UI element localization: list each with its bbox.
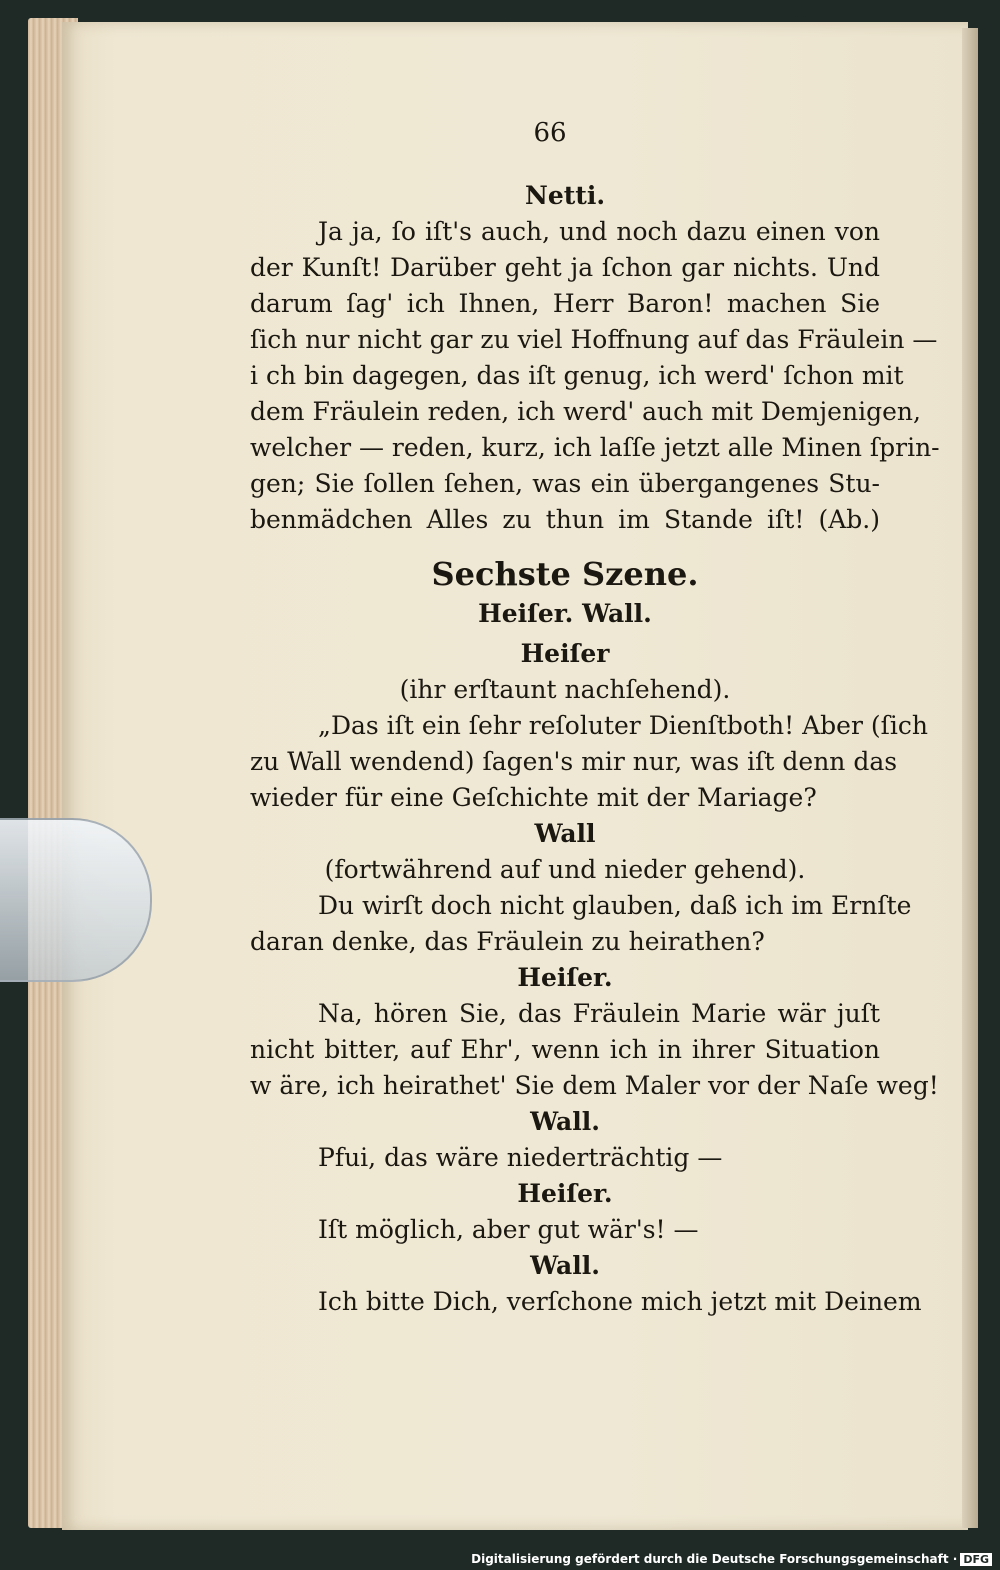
stage-direction: (ihr erſtaunt nachſehend). xyxy=(399,675,731,704)
text-line: Ja ja, ſo iſt's auch, und noch dazu einen von xyxy=(318,217,880,246)
text-line: Ich bitte Dich, verſchone mich jetzt mit Deinem xyxy=(318,1287,922,1316)
text-line: daran denke, das Fräulein zu heirathen? xyxy=(250,927,765,956)
scene-title: Sechste Szene. xyxy=(431,555,699,593)
scene-characters: Heiſer. Wall. xyxy=(478,599,652,628)
speaker-heiser: Heiſer. xyxy=(517,1179,613,1208)
text-line: wieder für eine Geſchichte mit der Mariage? xyxy=(250,783,817,812)
text-line: Iſt möglich, aber gut wär's! — xyxy=(318,1215,699,1244)
speaker-heiser: Heiſer xyxy=(520,639,610,668)
text-line: i ch bin dagegen, das iſt genug, ich werd' ſchon mit xyxy=(250,361,904,390)
digitization-footer xyxy=(471,1552,992,1566)
text-line: der Kunſt! Darüber geht ja ſchon gar nichts. Und xyxy=(250,253,880,282)
text-line: Pfui, das wäre niederträchtig — xyxy=(318,1143,723,1172)
text-line: dem Fräulein reden, ich werd' auch mit Demjenigen, xyxy=(250,397,921,426)
text-line: ſich nur nicht gar zu viel Hoffnung auf das Fräulein — xyxy=(250,325,938,354)
text-line: zu Wall wendend) ſagen's mir nur, was iſt denn das xyxy=(250,747,898,776)
text-line: „Das iſt ein ſehr reſoluter Dienſtboth! Aber (ſich xyxy=(318,711,928,740)
speaker-netti: Netti. xyxy=(524,181,606,210)
text-line: benmädchen Alles zu thun im Stande iſt! (Ab.) xyxy=(250,505,880,534)
text-line: Na, hören Sie, das Fräulein Marie wär juſt xyxy=(318,999,880,1028)
footer-text: Digitalisierung gefördert durch die Deutsche Forschungsgemeinschaft · xyxy=(471,1552,958,1566)
speaker-wall: Wall. xyxy=(530,1251,600,1280)
text-line: darum ſag' ich Ihnen, Herr Baron! machen Sie xyxy=(250,289,880,318)
page-number: 66 xyxy=(533,118,567,148)
text-line: welcher — reden, kurz, ich laſſe jetzt alle Minen ſprin- xyxy=(250,433,940,462)
text-line: gen; Sie ſollen ſehen, was ein übergangenes Stu- xyxy=(250,469,880,498)
dfg-logo: DFG xyxy=(960,1553,992,1566)
page-holder-clip xyxy=(0,818,152,982)
speaker-wall: Wall xyxy=(534,819,596,848)
speaker-wall: Wall. xyxy=(530,1107,600,1136)
text-line: Du wirſt doch nicht glauben, daß ich im Ernſte xyxy=(318,891,912,920)
text-line: nicht bitter, auf Ehr', wenn ich in ihrer Situation xyxy=(250,1035,880,1064)
stage-direction: (fortwährend auf und nieder gehend). xyxy=(324,855,806,884)
text-line: w äre, ich heirathet' Sie dem Maler vor der Naſe weg! xyxy=(250,1071,939,1100)
speaker-heiser: Heiſer. xyxy=(517,963,613,992)
